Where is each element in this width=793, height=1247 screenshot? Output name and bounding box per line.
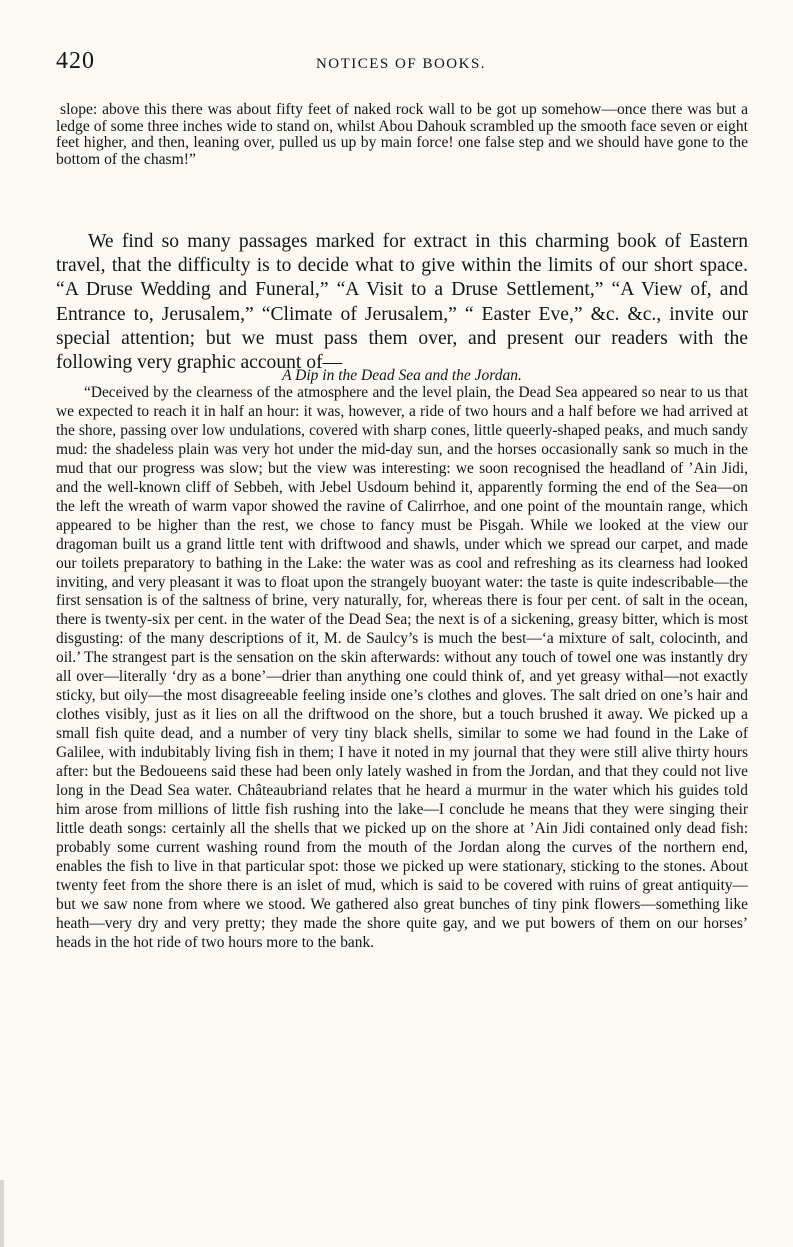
review-paragraph: We find so many passages marked for extract in this charming book of Eastern travel, that the difficulty is to decide what to give within the limits of our short space. “A Druse Wedding and Funeral,” “A Visit to a Druse Settlement,” “A View of, and Entrance to, Jerusalem,” “Climate of Jerusalem,” “ Easter Eve,” &c. &c., invite our special attention; but we must pass them over, and present our readers with the following very graphic account of—	[56, 231, 748, 374]
page-edge-shadow	[0, 1180, 4, 1247]
extract-heading: A Dip in the Dead Sea and the Jordan.	[282, 367, 522, 384]
page-number: 420	[56, 48, 95, 74]
running-head	[56, 48, 746, 80]
running-title: NOTICES OF BOOKS.	[315, 56, 487, 72]
dead-sea-extract: “Deceived by the clearness of the atmosphere and the level plain, the Dead Sea appeared so near to us that we expected to reach it in half an hour: it was, however, a ride of two hours and a half before we had arrived at the shore, passing over low undulations, covered with sharp cones, little queerly-shaped peaks, and much sandy mud: the shadeless plain was very hot under the mid-day sun, and the horses occasionally sank so much in the mud that our progress was slow; but the view was interesting: we soon recognised the headland of ’Ain Jidi, and the well-known cliff of Sebbeh, with Jebel Usdoum behind it, apparently forming the end of the Sea—on the left the wreath of warm vapor showed the ravine of Calirrhoe, and one point of the mountain range, which appeared to be higher than the rest, we chose to fancy must be Pisgah. While we looked at the view our dragoman built us a grand little tent with driftwood and shawls, under which we spread our carpet, and made our toilets preparatory to bathing in the Lake: the water was as cool and refreshing as its clearness had looked inviting, and very pleasant it was to float upon the strangely buoyant water: the taste is quite indescribable—the first sensation is of the saltness of brine, very naturally, for, whereas there is four per cent. of salt in the ocean, there is twenty-six per cent. in the water of the Dead Sea; the next is of a sickening, greasy bitter, which is most disgusting: of the many descriptions of it, M. de Saulcy’s is much the best—‘a mixture of salt, colocinth, and oil.’ The strangest part is the sensation on the skin afterwards: without any touch of towel one was instantly dry all over—literally ‘dry as a bone’—drier than anything one could think of, and yet greasy withal—not exactly sticky, but oily—the most disagreeable feeling inside one’s clothes and gloves. The salt dried on one’s hair and clothes visibly, just as it lies on all the driftwood on the shore, but a touch brushed it away. We picked up a small fish quite dead, and a number of very tiny black shells, similar to some we had found in the Lake of Galilee, with indubitably living fish in them; I have it noted in my journal that they were still alive thirty hours after: but the Bedoueens said these had been only lately washed in from the Jordan, and that they could not live long in the Dead Sea water. Châteaubriand relates that he heard a murmur in the water which his guides told him arose from millions of little fish rushing into the lake—I conclude he means that they were singing their little death songs: certainly all the shells that we picked up on the shore at ’Ain Jidi contained only dead fish: probably some current washing round from the mouth of the Jordan along the curves of the northern end, enables the fish to live in that particular spot: those we picked up were stationary, sticking to the stones. About twenty feet from the shore there is an islet of mud, which is said to be covered with ruins of great antiquity—but we saw none from where we stood. We gathered also great bunches of tiny pink flowers—something like heath—very dry and very pretty; they made the shore quite gay, and we put bowers of them on our horses’ heads in the hot ride of two hours more to the bank.	[56, 384, 748, 951]
quote-continuation: slope: above this there was about fifty feet of naked rock wall to be got up somehow—once there was but a ledge of some three inches wide to stand on, whilst Abou Dahouk scrambled up the smooth face seven or eight feet higher, and then, leaning over, pulled us up by main force! one false step and we should have gone to the bottom of the chasm!”	[56, 101, 748, 168]
